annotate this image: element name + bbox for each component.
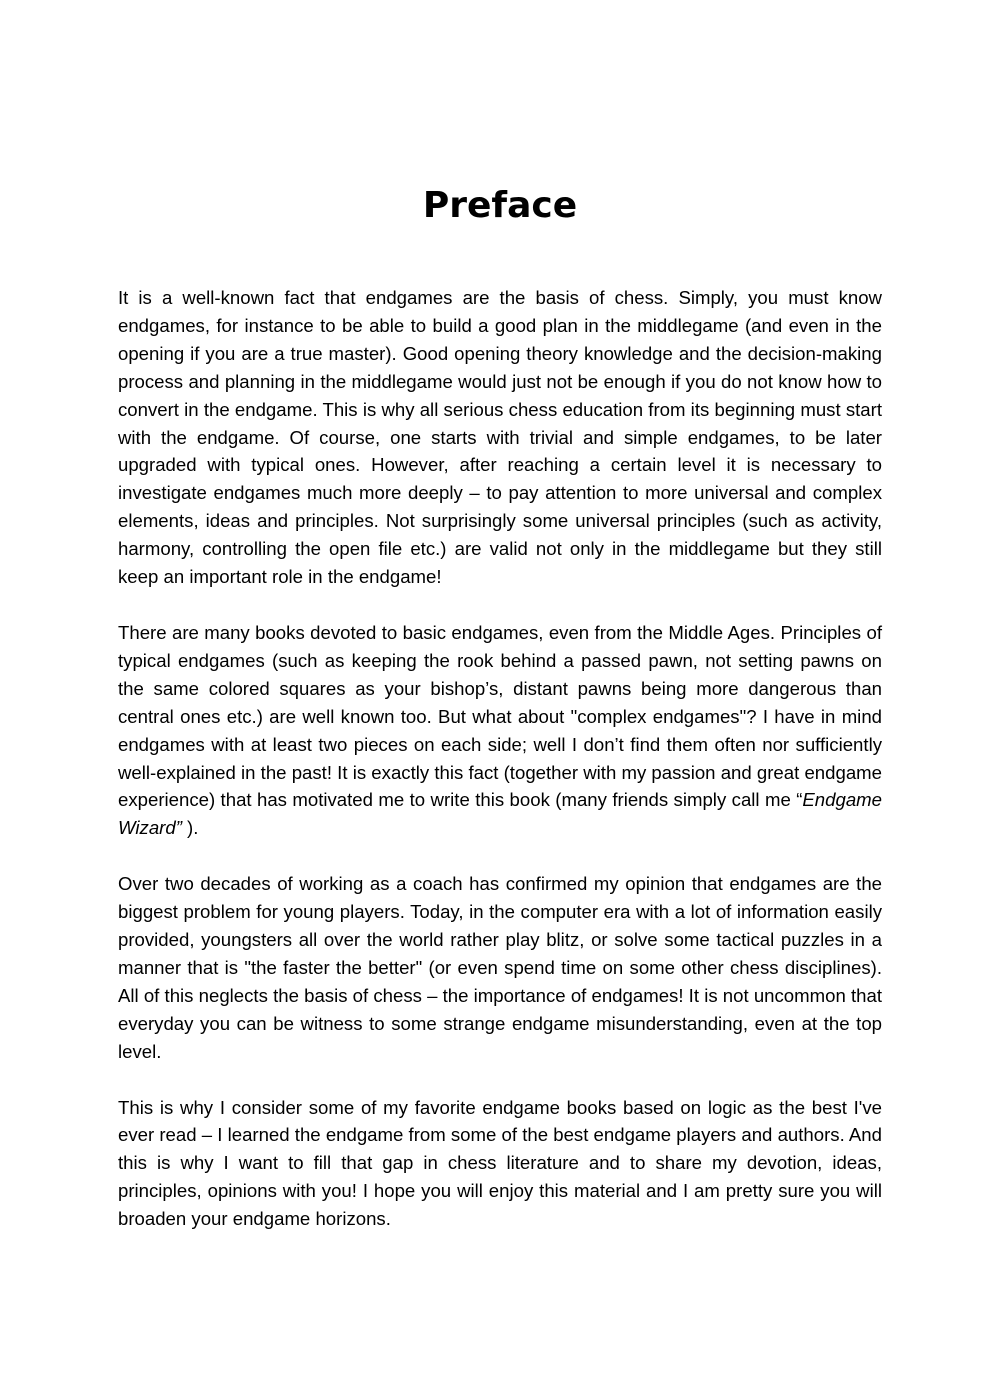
page-title: Preface: [422, 185, 578, 226]
paragraph-2-tail: ).: [181, 817, 199, 839]
paragraph-3-text: Over two decades of working as a coach has confirmed my opinion that endgames are the biggest problem for young players. Today, in the computer era with a lot of information easily provided, youngsters all over the world rather play blitz, or solve some tactical puzzles in a manner that is "the faster the better" (or even spend time on some other chess disciplines). All of this neglects the basis of chess – the importance of endgames! It is not uncommon that everyday you can be witness to some strange endgame misunderstanding, even at the top level.: [118, 873, 882, 1062]
paragraph-1: [118, 284, 882, 591]
paragraph-4: [118, 1094, 882, 1234]
paragraph-1-text: It is a well-known fact that endgames are the basis of chess. Simply, you must know endgames, for instance to be able to build a good plan in the middlegame (and even in the opening if you are a true master). Good opening theory knowledge and the decision-making process and planning in the middlegame would just not be enough if you do not know how to convert in the endgame. This is why all serious chess education from its beginning must start with the endgame. Of course, one starts with trivial and simple endgames, to be later upgraded with typical ones. However, after reaching a certain level it is necessary to investigate endgames much more deeply – to pay attention to more universal and complex elements, ideas and principles. Not surprisingly some universal principles (such as activity, harmony, controlling the open file etc.) are valid not only in the middlegame but they still keep an important role in the endgame!: [118, 287, 882, 588]
paragraph-4-text: This is why I consider some of my favorite endgame books based on logic as the best I've ever read – I learned the endgame from some of the best endgame players and authors. And this is why I want to fill that gap in chess literature and to share my devotion, ideas, principles, opinions with you! I hope you will enjoy this material and I am pretty sure you will broaden your endgame horizons.: [118, 1096, 882, 1230]
paragraph-2: [118, 619, 882, 842]
paragraph-3: [118, 870, 882, 1065]
preface-body: [118, 284, 882, 1261]
paragraph-2-emphasis: Endgame Wizard”: [118, 789, 882, 839]
paragraph-2-text: There are many books devoted to basic endgames, even from the Middle Ages. Principles of typical endgames (such as keeping the rook behind a passed pawn, not setting pawns on the same colored squares as your bishop’s, distant pawns being more dangerous than central ones etc.) are well known too. But what about "complex endgames"? I have in mind endgames with at least two pieces on each side; well I don’t find them often nor sufficiently well-explained in the past! It is exactly this fact (together with my passion and great endgame experience) that has motivated me to write this book (many friends simply call me “: [118, 621, 882, 811]
